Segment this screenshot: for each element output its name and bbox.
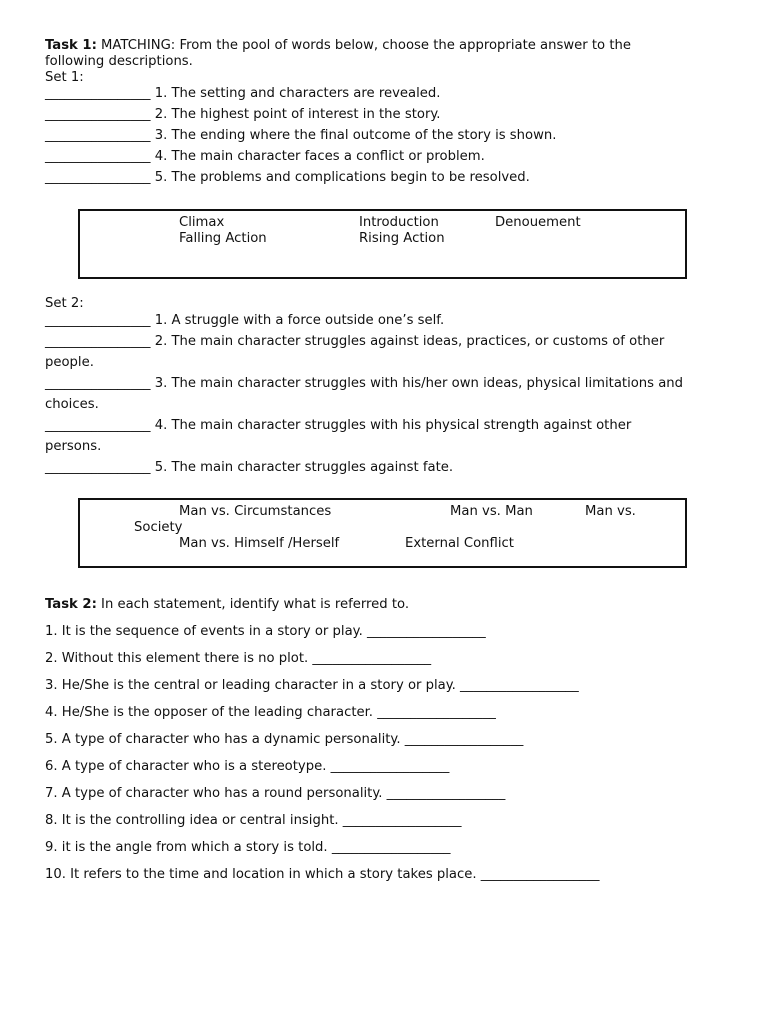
set2-line: people. <box>45 355 94 370</box>
task1-instruction-text: MATCHING: From the pool of words below, choose the appropriate answer to the <box>96 38 631 53</box>
task2-instruction <box>45 596 409 613</box>
set2-line: ________________ 3. The main character struggles with his/her own ideas, physical limitations and <box>45 376 684 391</box>
set2-line: choices. <box>45 397 99 412</box>
task2-item: 6. A type of character who is a stereotype. __________________ <box>45 759 450 774</box>
word-man-vs: Man vs. <box>585 504 636 519</box>
task2-instruction-text: In each statement, identify what is referred to. <box>96 597 410 612</box>
word-man-vs-circumstances: Man vs. Circumstances <box>179 504 332 519</box>
word-climax: Climax <box>179 215 225 230</box>
set1-label: Set 1: <box>45 70 84 85</box>
task2-item: 4. He/She is the opposer of the leading character. __________________ <box>45 705 496 720</box>
word-external-conflict: External Conflict <box>405 536 514 551</box>
task1-instruction-line2: following descriptions. <box>45 54 193 69</box>
word-denouement: Denouement <box>495 215 581 230</box>
word-man-vs-himself: Man vs. Himself /Herself <box>179 536 340 551</box>
set2-line: ________________ 4. The main character struggles with his physical strength against other <box>45 418 632 433</box>
word-introduction: Introduction <box>359 215 439 230</box>
task2-item: 5. A type of character who has a dynamic personality. __________________ <box>45 732 524 747</box>
set2-line: persons. <box>45 439 102 454</box>
set2-label: Set 2: <box>45 296 84 311</box>
set1-item: ________________ 1. The setting and characters are revealed. <box>45 86 441 101</box>
word-bank-1 <box>78 209 687 279</box>
task2-item: 9. it is the angle from which a story is told. __________________ <box>45 840 451 855</box>
word-falling-action: Falling Action <box>179 231 267 246</box>
task2-label: Task 2: <box>45 597 97 612</box>
task1-label: Task 1: <box>45 38 97 53</box>
set1-item: ________________ 2. The highest point of interest in the story. <box>45 107 441 122</box>
task2-item: 7. A type of character who has a round personality. __________________ <box>45 786 506 801</box>
word-man-vs-man: Man vs. Man <box>450 504 533 519</box>
set2-line: ________________ 2. The main character struggles against ideas, practices, or customs of other <box>45 334 665 349</box>
task1-instruction <box>45 37 631 54</box>
task2-item: 1. It is the sequence of events in a story or play. __________________ <box>45 624 486 639</box>
set1-item: ________________ 5. The problems and complications begin to be resolved. <box>45 170 530 185</box>
task2-item: 3. He/She is the central or leading character in a story or play. __________________ <box>45 678 579 693</box>
word-society: Society <box>134 520 183 535</box>
word-rising-action: Rising Action <box>359 231 445 246</box>
set1-item: ________________ 3. The ending where the final outcome of the story is shown. <box>45 128 557 143</box>
task2-item: 10. It refers to the time and location in which a story takes place. __________________ <box>45 867 600 882</box>
set2-line: ________________ 5. The main character struggles against fate. <box>45 460 454 475</box>
task2-item: 2. Without this element there is no plot. __________________ <box>45 651 432 666</box>
set2-line: ________________ 1. A struggle with a force outside one’s self. <box>45 313 445 328</box>
word-bank-2 <box>78 498 687 568</box>
set1-item: ________________ 4. The main character faces a conflict or problem. <box>45 149 485 164</box>
task2-item: 8. It is the controlling idea or central insight. __________________ <box>45 813 462 828</box>
